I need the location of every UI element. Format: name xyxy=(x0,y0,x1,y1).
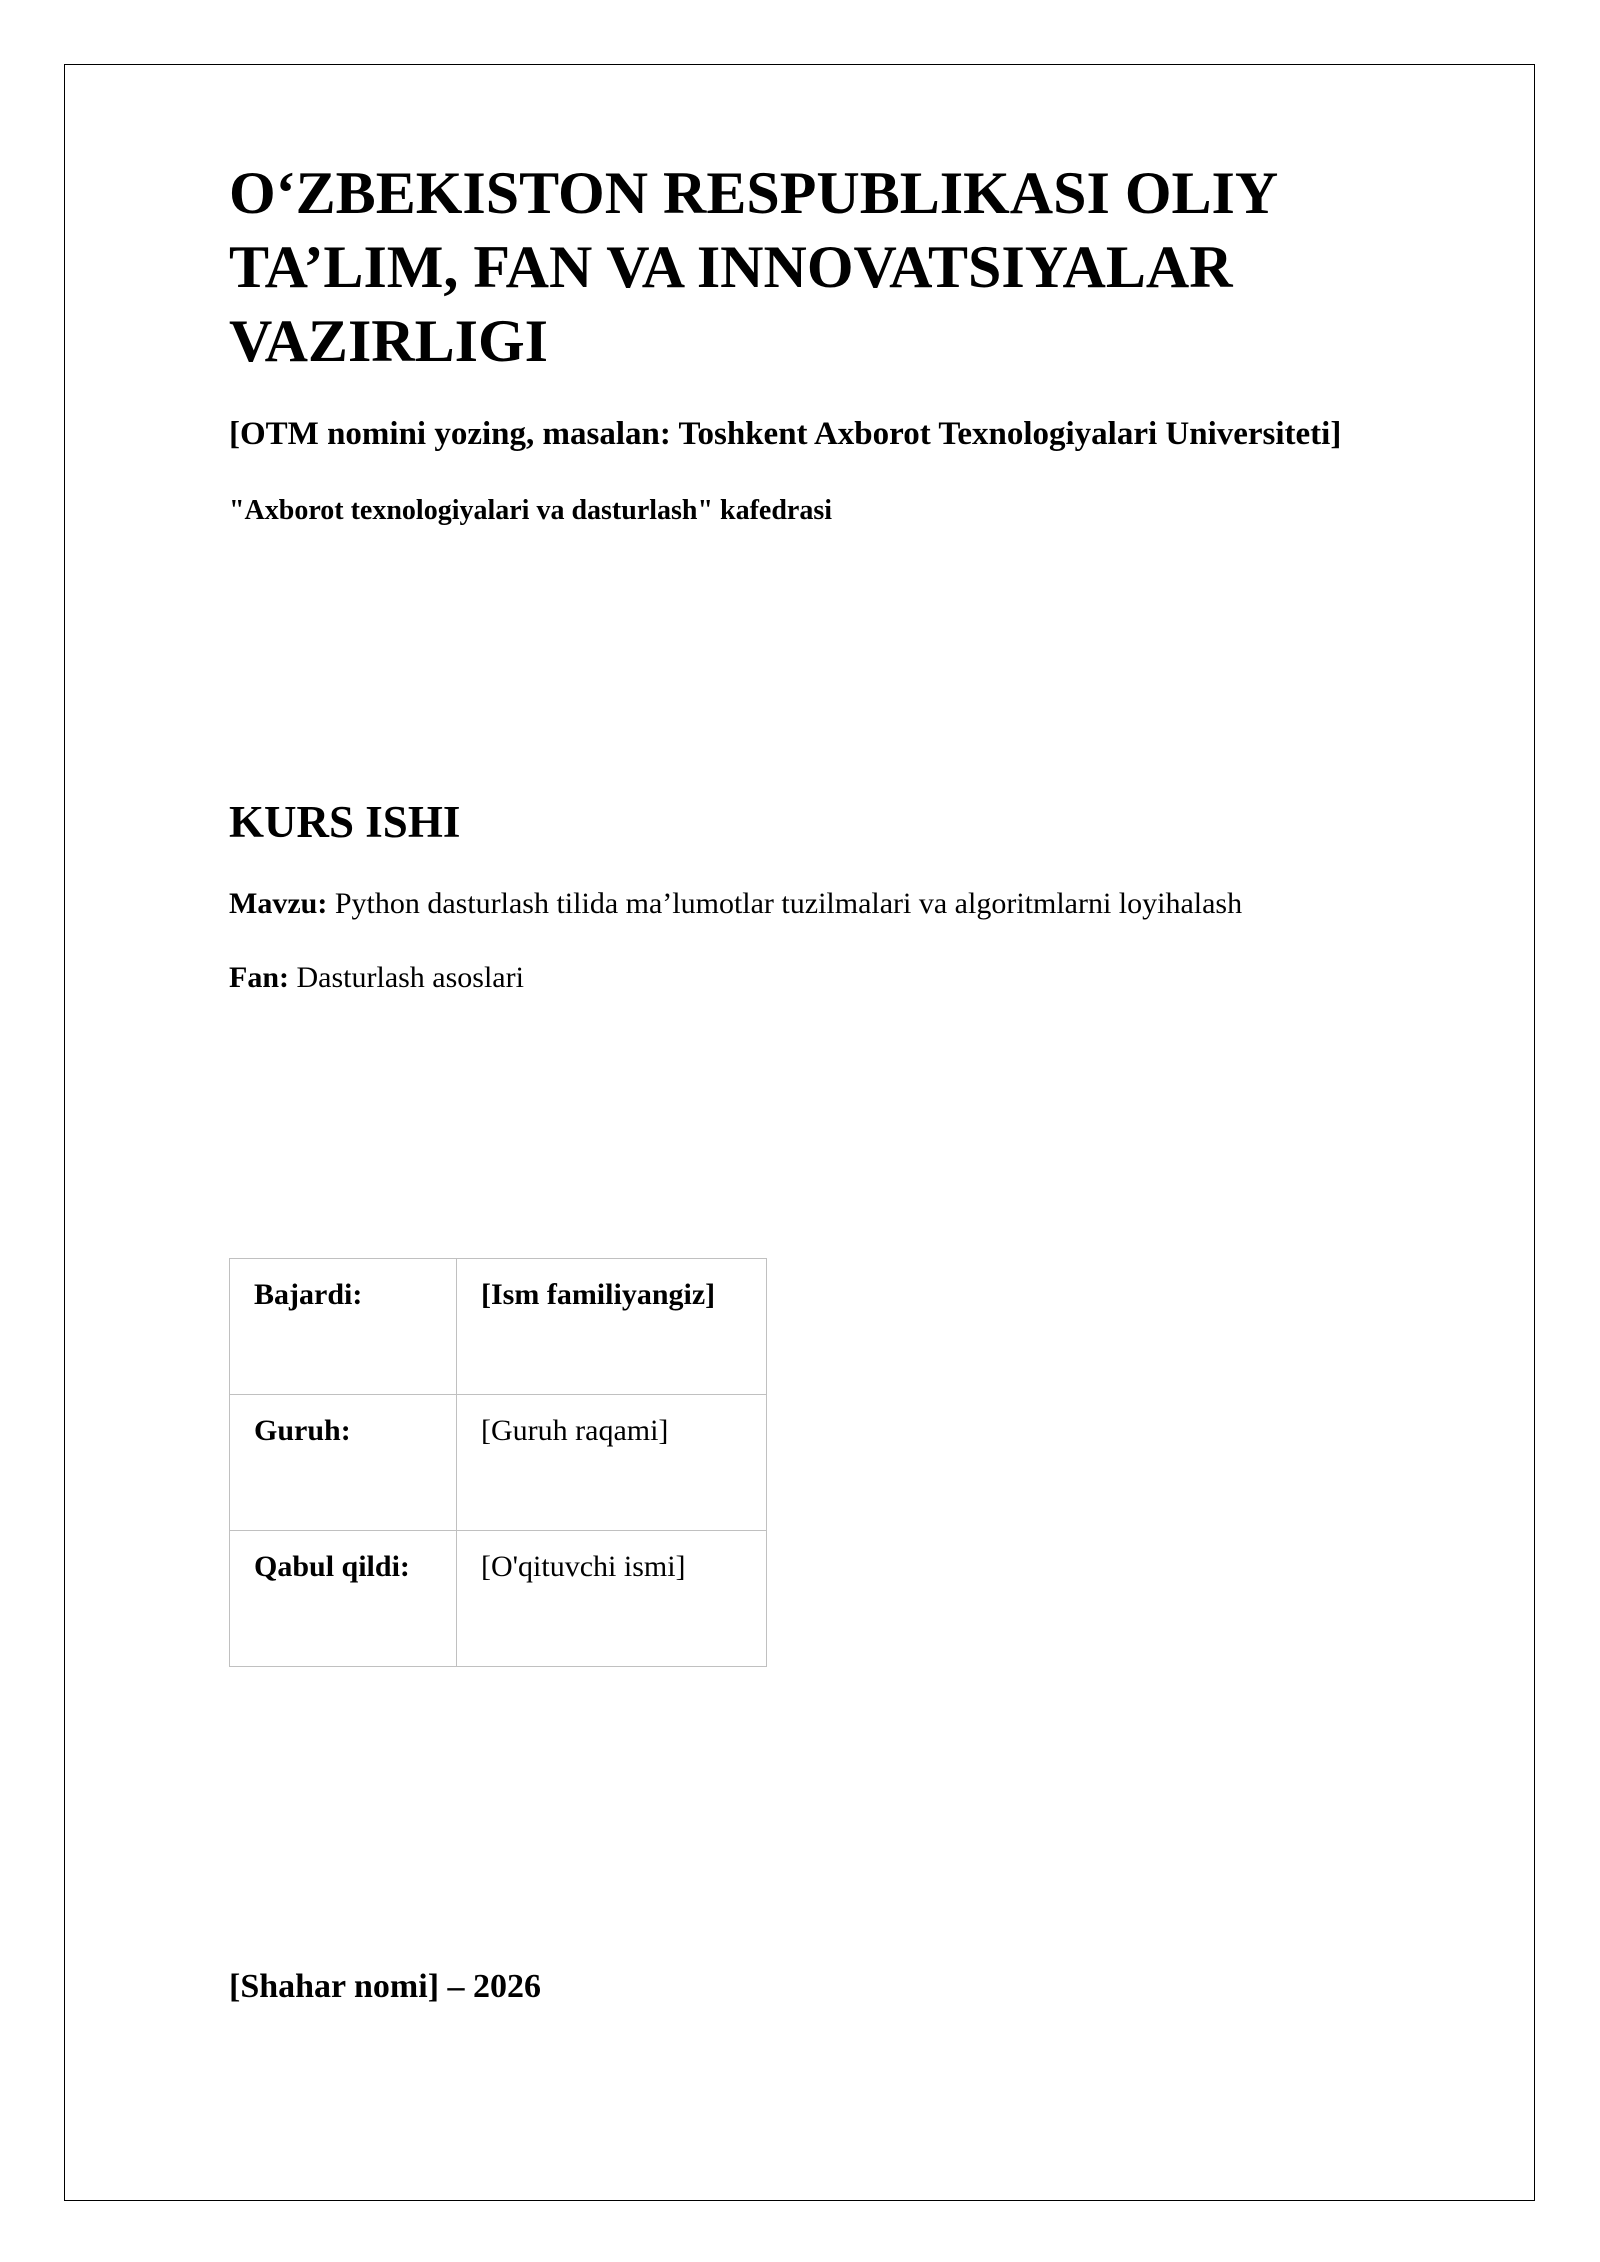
ministry-title: O‘ZBEKISTON RESPUBLIKASI OLIY TA’LIM, FAN VA INNOVATSIYALAR VAZIRLIGI xyxy=(229,160,1276,374)
reviewer-label: Qabul qildi: xyxy=(230,1531,457,1667)
table-row xyxy=(230,1259,767,1395)
info-table xyxy=(229,1258,767,1667)
subject-value: Dasturlash asoslari xyxy=(296,961,524,994)
topic-label: Mavzu: xyxy=(229,887,328,920)
performer-value: [Ism familiyangiz] xyxy=(457,1259,767,1395)
page-frame xyxy=(64,64,1535,2201)
document-type: KURS ISHI xyxy=(229,797,461,847)
subject-label: Fan: xyxy=(229,961,289,994)
table-row xyxy=(230,1395,767,1531)
topic-value: Python dasturlash tilida ma’lumotlar tuzilmalari va algoritmlarni loyihalash xyxy=(334,887,1243,920)
department-name: "Axborot texnologiyalari va dasturlash" kafedrasi xyxy=(229,495,833,526)
topic-line xyxy=(229,886,1242,922)
reviewer-value: [O'qituvchi ismi] xyxy=(457,1531,767,1667)
table-row xyxy=(230,1531,767,1667)
group-label: Guruh: xyxy=(230,1395,457,1531)
performer-label: Bajardi: xyxy=(230,1259,457,1395)
group-value: [Guruh raqami] xyxy=(457,1395,767,1531)
subject-line xyxy=(229,960,524,996)
university-name: [OTM nomini yozing, masalan: Toshkent Axborot Texnologiyalari Universiteti] xyxy=(229,416,1342,452)
city-year: [Shahar nomi] – 2026 xyxy=(229,1968,542,2005)
